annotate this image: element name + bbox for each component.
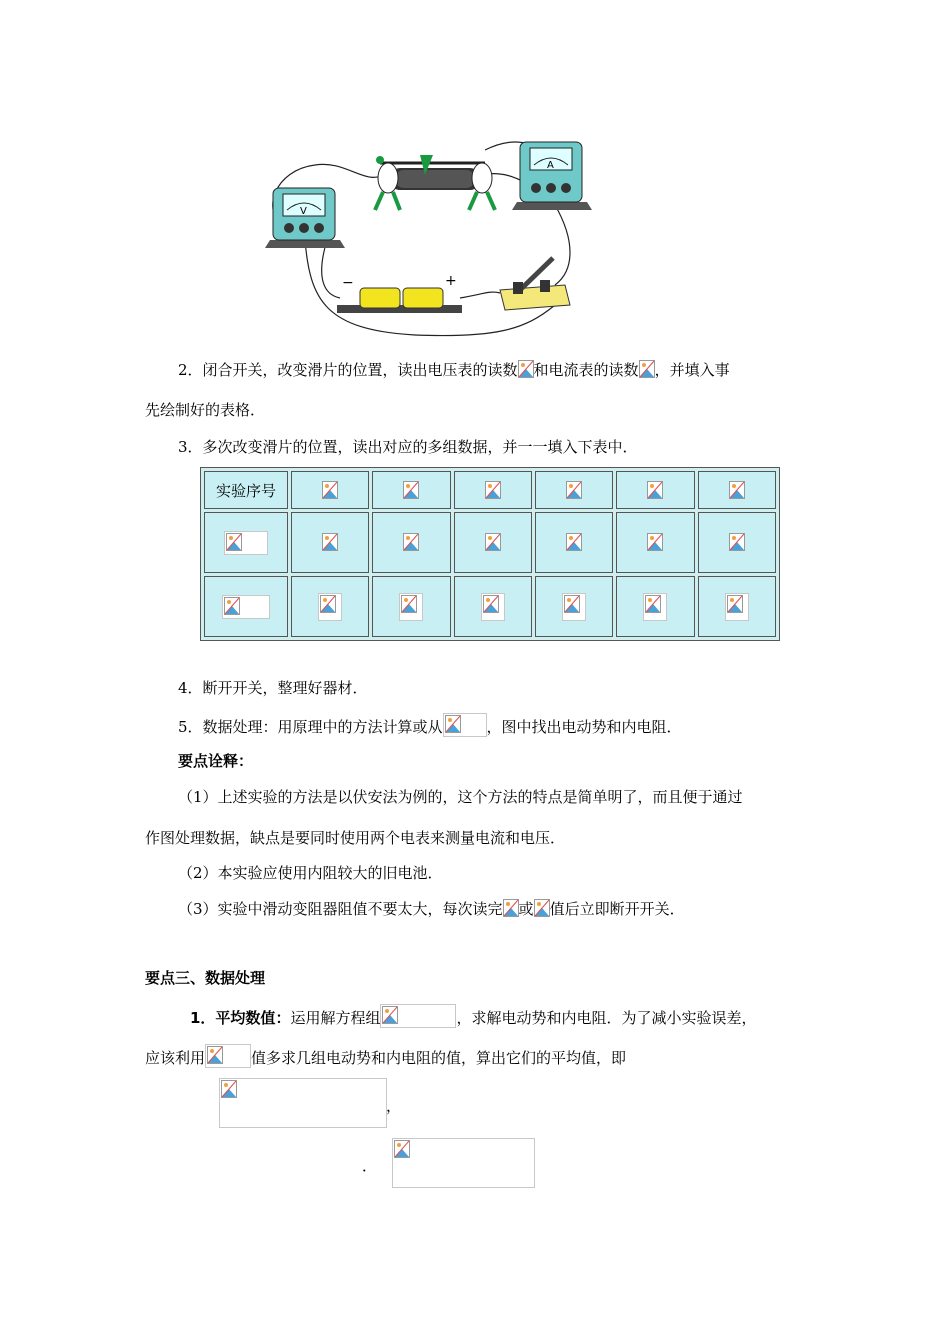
table-cell [454,471,532,509]
rheostat [375,155,495,210]
broken-image-box [725,593,749,621]
table-row-label-cell [204,512,288,573]
table-cell [372,512,450,573]
broken-image-box [205,1044,251,1068]
formula-period: ． [362,1157,378,1175]
table-cell [372,471,450,509]
section3-p2-text-a: 应该利用 [145,1049,206,1067]
section3-p2-text-b: 值多求几组电动势和内电阻的值，算出它们的平均值，即 [251,1049,627,1067]
broken-image-box [318,593,342,621]
broken-image-icon [394,1140,410,1158]
note2: （2）本实验应使用内阻较大的旧电池． [178,864,443,882]
broken-image-box [222,595,270,619]
circuit-diagram [255,130,600,340]
step2-text-c: ，并填入事 [654,361,730,379]
broken-image-box [643,593,667,621]
step4-text: 4．断开开关，整理好器材． [178,679,368,697]
step3-text: 3．多次改变滑片的位置，读出对应的多组数据，并一一填入下表中． [178,438,638,456]
broken-image-icon [566,533,582,551]
table-cell [454,576,532,637]
broken-image-icon [647,533,663,551]
step5-text-a: 5．数据处理：用原理中的方法计算或从 [178,718,443,736]
broken-image-box [399,593,423,621]
step2-line2: 先绘制好的表格． [145,401,266,419]
battery-plus: + [445,273,457,289]
knife-switch [500,258,570,310]
broken-image-icon [445,715,461,733]
table-row-label-cell [204,576,288,637]
table-cell [698,471,776,509]
broken-image-icon [639,360,655,378]
broken-image-icon [485,481,501,499]
step2-text-a: 2．闭合开关，改变滑片的位置，读出电压表的读数 [178,361,518,379]
note3-text-c: 值后立即断开开关． [549,900,685,918]
table-cell [291,471,369,509]
broken-image-icon [564,595,580,613]
broken-image-icon [729,533,745,551]
step5-line [178,713,682,737]
formula-box-2 [392,1138,535,1188]
data-table [200,467,780,641]
section3-p1-text-a: 运用解方程组 [290,1009,381,1027]
table-cell [535,471,613,509]
table-cell [291,576,369,637]
broken-image-icon [382,1006,398,1024]
table-cell [698,512,776,573]
broken-image-icon [320,595,336,613]
broken-image-icon [207,1046,223,1064]
voltmeter [265,188,345,248]
broken-image-icon [645,595,661,613]
table-cell [698,576,776,637]
broken-image-icon [647,481,663,499]
broken-image-icon [224,597,240,615]
table-cell [454,512,532,573]
section3-p1 [190,1004,756,1028]
ammeter [512,142,592,210]
formula-comma: ， [386,1097,402,1115]
broken-image-icon [727,595,743,613]
formula-box-1 [219,1078,387,1128]
broken-image-box [380,1004,456,1028]
note3 [178,899,685,919]
step2-text-b: 和电流表的读数 [533,361,639,379]
note3-text-b: 或 [518,900,534,918]
battery-minus: − [342,275,354,291]
broken-image-icon [322,481,338,499]
battery [337,273,462,313]
broken-image-box [562,593,586,621]
broken-image-icon [322,533,338,551]
step2-line1 [178,360,730,380]
section3-p1-text-b: ，求解电动势和内电阻．为了减小实验误差， [456,1009,757,1027]
table-cell [372,576,450,637]
table-cell [535,512,613,573]
broken-image-icon [503,899,519,917]
broken-image-icon [566,481,582,499]
ammeter-label: A [547,160,554,171]
broken-image-icon [729,481,745,499]
table-cell [616,512,694,573]
broken-image-box [224,531,268,555]
broken-image-icon [485,533,501,551]
broken-image-box [481,593,505,621]
broken-image-icon [403,533,419,551]
table-cell [616,471,694,509]
broken-image-icon [534,899,550,917]
broken-image-icon [221,1080,237,1098]
broken-image-icon [483,595,499,613]
table-header-label: 实验序号 [204,471,288,509]
voltmeter-label: V [300,206,307,217]
section3-p1-label: 1．平均数值： [190,1009,291,1027]
table-cell [616,576,694,637]
table-cell [291,512,369,573]
note1-line1: （1）上述实验的方法是以伏安法为例的，这个方法的特点是简单明了，而且便于通过 [178,788,743,806]
notes-title: 要点诠释： [178,752,254,770]
note3-text-a: （3）实验中滑动变阻器阻值不要太大，每次读完 [178,900,503,918]
broken-image-icon [403,481,419,499]
broken-image-icon [518,360,534,378]
section3-p2 [145,1044,626,1068]
note1-line2: 作图处理数据，缺点是要同时使用两个电表来测量电流和电压． [145,829,566,847]
step5-text-b: ，图中找出电动势和内电阻． [486,718,682,736]
broken-image-icon [401,595,417,613]
section3-title: 要点三、数据处理 [145,969,266,987]
broken-image-box [443,713,487,737]
broken-image-icon [226,533,242,551]
table-cell [535,576,613,637]
